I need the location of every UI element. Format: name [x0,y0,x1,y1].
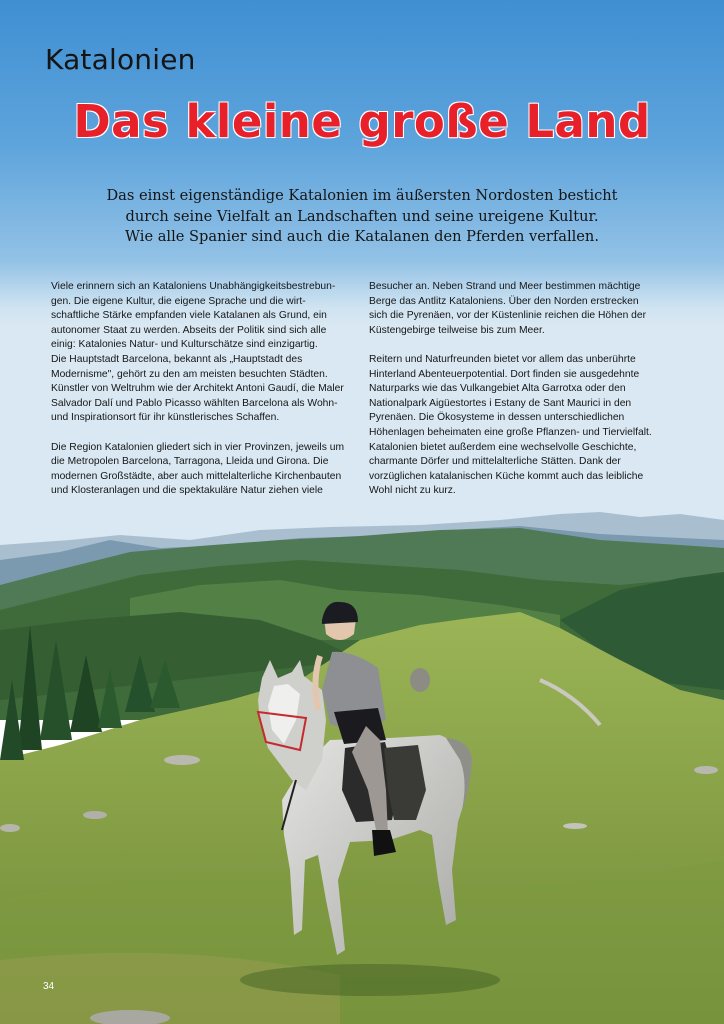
body-paragraph [51,441,357,499]
text-line: Besucher an. Neben Strand und Meer bestimmen mächtige [369,281,641,292]
text-line: modernen Großstädte, aber auch mittelalterliche Kirchenbauten [51,470,342,482]
text-line: Hinterland Abenteuerpotential. Dort finden sie ausgedehnte [369,368,640,380]
text-line: Katalonien bietet außerdem eine wechselvolle Geschichte, [369,441,637,453]
lede-line: Wie alle Spanier sind auch die Katalanen den Pferden verfallen. [125,228,599,245]
text-line: Wohl nicht zu kurz. [369,485,456,497]
text-line: Küstengebirge teilweise bis zum Meer. [369,324,545,336]
text-line: gen. Die eigene Kultur, die eigene Sprache und die wirt- [51,295,306,307]
region-heading: Katalonien [45,43,196,76]
text-line: sich die Pyrenäen, vor der Küstenlinie reichen die Höhen der [369,310,647,322]
text-line: Nationalpark Aigüestortes i Estany de Sant Maurici in den [369,397,632,409]
lede-line: durch seine Vielfalt an Landschaften und seine ureigene Kultur. [125,207,599,225]
text-line: schaftliche Stärke empfanden viele Katalanen als Grund, ein [51,310,327,322]
text-line: Die Hauptstadt Barcelona, bekannt als „Hauptstadt des [51,353,303,365]
body-paragraph [369,280,673,338]
lede-line: Das einst eigenständige Katalonien im äußersten Nordosten besticht [106,187,618,204]
text-line: Salvador Dalí und Pablo Picasso wählten Barcelona als Wohn- [51,397,338,409]
text-line: Pyrenäen. Die Ökosysteme in dessen unterschiedlichen [369,412,625,424]
text-line: Modernisme", gehört zu den am meisten besuchten Städten. [51,368,328,380]
text-line: einig: Katalonies Natur- und Kulturschätze sind einzigartig. [51,339,318,351]
article-title: Das kleine große Land [73,95,651,148]
body-paragraph [369,353,673,499]
lede-paragraph [100,186,624,248]
body-column-left [51,280,357,514]
text-line: Berge das Antlitz Kataloniens. Über den Norden erstrecken [369,295,639,307]
text-line: Naturparks wie das Vulkangebiet Alta Garrotxa oder den [369,383,626,395]
text-line: und Inspirationsort für ihr künstlerisches Schaffen. [51,412,280,424]
page-number: 34 [43,981,55,992]
text-line: autonomer Staat zu werden. Abseits der Politik sind sich alle [51,324,327,336]
body-column-right [369,280,673,514]
text-line: Die Region Katalonien gliedert sich in vier Provinzen, jeweils um [51,441,345,453]
text-line: Höhenlagen beheimaten eine große Pflanzen- und Tiervielfalt. [369,426,652,438]
text-line: die Metropolen Barcelona, Tarragona, Lleida und Girona. Die [51,456,329,468]
text-line: charmante Dörfer und mittelalterliche Stätten. Dank der [369,456,621,468]
text-line: Reitern und Naturfreunden bietet vor allem das unberührte [369,353,636,365]
text-line: und Klosteranlagen und die spektakuläre Natur ziehen viele [51,485,323,497]
text-line: Künstler von Weltruhm wie der Architekt Antoni Gaudí, die Maler [51,383,344,395]
text-line: Viele erinnern sich an Kataloniens Unabhängigkeitsbestrebun- [51,281,336,292]
body-paragraph [51,280,357,426]
text-line: vorzüglichen katalanischen Küche kommt auch das leibliche [369,470,644,482]
